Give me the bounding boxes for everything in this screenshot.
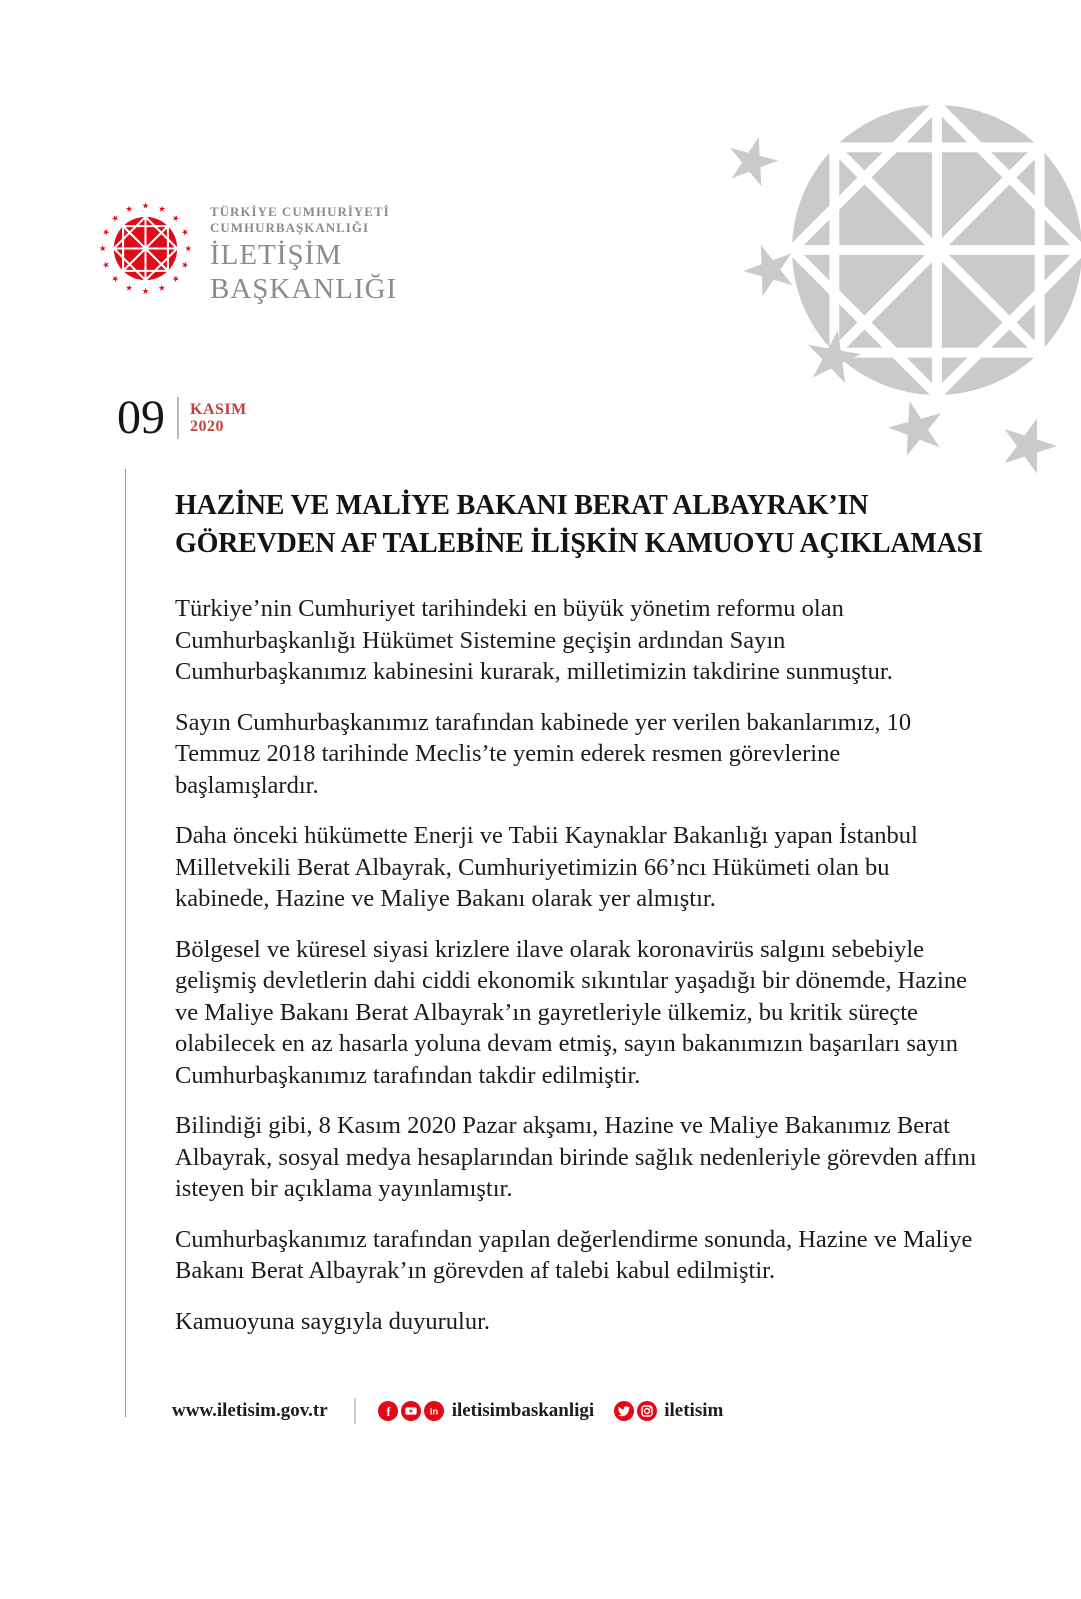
social-handle-main: iletisimbaskanligi (451, 1400, 595, 1421)
agency-logo (98, 196, 397, 304)
date-divider (177, 397, 179, 439)
logo-line-iletisim: İLETİŞİM (210, 239, 343, 271)
date-month-year (190, 394, 247, 435)
watermark-stars (700, 90, 1081, 490)
date-year: 2020 (190, 418, 224, 435)
release-date (117, 391, 247, 444)
facebook-icon[interactable] (378, 1401, 398, 1421)
social-icons-group-2 (614, 1401, 657, 1421)
paragraph: Sayın Cumhurbaşkanımız tarafından kabinede yer verilen bakanlarımız, 10 Temmuz 2018 tarihinde Meclis’te yemin ederek resmen görevlerine başlamışlardır. (175, 708, 912, 799)
instagram-icon[interactable] (637, 1401, 657, 1421)
presidency-seal-icon (98, 196, 193, 301)
paragraph: Bilindiği gibi, 8 Kasım 2020 Pazar akşamı, Hazine ve Maliye Bakanımız Berat Albayrak, sosyal medya hesaplarından birinde sağlık nedenleriyle görevden affını isteyen bir açıklama yayınlamıştır. (175, 1112, 977, 1202)
svg-text:f: f (386, 1405, 391, 1419)
linkedin-icon[interactable] (424, 1401, 444, 1421)
page-title (175, 487, 983, 563)
title-line-2: GÖREVDEN AF TALEBİNE İLİŞKİN KAMUOYU AÇIKLAMASI (175, 528, 983, 559)
social-handle-short: iletisim (664, 1400, 724, 1421)
closing-line: Kamuoyuna saygıyla duyurulur. (175, 1307, 491, 1335)
paragraph: Daha önceki hükümette Enerji ve Tabii Kaynaklar Bakanlığı yapan İstanbul Milletvekili Berat Albayrak, Cumhuriyetimizin 66’ncı Hükümeti olan bu kabinede, Hazine ve Maliye Bakanı olarak yer almıştır. (175, 822, 918, 912)
footer-divider (354, 1398, 356, 1424)
svg-text:in: in (429, 1406, 438, 1417)
youtube-icon[interactable] (401, 1401, 421, 1421)
twitter-icon[interactable] (614, 1401, 634, 1421)
press-release (175, 487, 983, 1356)
paragraph: Türkiye’nin Cumhuriyet tarihindeki en büyük yönetim reformu olan Cumhurbaşkanlığı Hükümet Sistemine geçişin ardından Sayın Cumhurbaşkanımız kabinesini kurarak, milletimizin takdirine sunmuştur. (175, 595, 893, 685)
left-rule (125, 469, 126, 1417)
agency-logo-text (210, 196, 397, 304)
date-day: 09 (117, 391, 165, 444)
footer (172, 1398, 723, 1424)
title-line-1: HAZİNE VE MALİYE BAKANI BERAT ALBAYRAK’IN (175, 490, 869, 521)
social-icons-group-1 (378, 1401, 444, 1421)
date-month: KASIM (190, 401, 247, 418)
logo-line-baskanligi: BAŞKANLIĞI (210, 273, 398, 305)
logo-line-presidency: CUMHURBAŞKANLIĞI (210, 220, 370, 235)
paragraph: Bölgesel ve küresel siyasi krizlere ilave olarak koronavirüs salgını sebebiyle gelişmiş devletlerin dahi ciddi ekonomik sıkıntılar yaşadığı bir dönemde, Hazine ve Maliye Bakanı Berat Albayrak’ın gayretleriyle ülkemiz, bu kritik süreçte olabilecek en az hasarla yoluna devam etmiş, sayın bakanımızın başarıları sayın Cumhurbaşkanımız tarafından takdir edilmiştir. (175, 935, 967, 1089)
website-url[interactable]: www.iletisim.gov.tr (172, 1400, 328, 1421)
paragraph: Cumhurbaşkanımız tarafından yapılan değerlendirme sonunda, Hazine ve Maliye Bakanı Berat Albayrak’ın görevden af talebi kabul edilmiştir. (175, 1225, 973, 1284)
logo-line-republic: TÜRKİYE CUMHURİYETİ (210, 204, 390, 219)
